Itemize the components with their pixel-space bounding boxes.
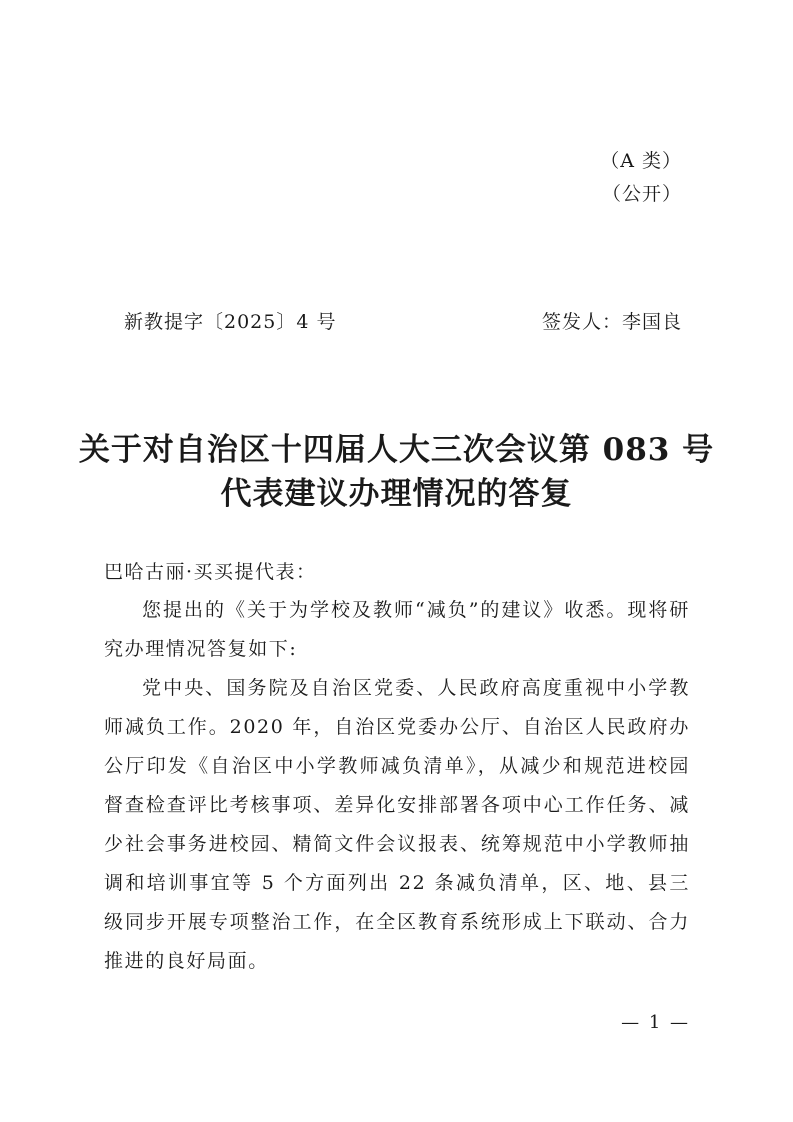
document-number: 新教提字〔2025〕4 号 [124,311,337,333]
classification-open: （公开） [601,183,682,205]
signer: 签发人：李国良 [541,311,682,333]
salutation: 巴哈古丽·买买提代表： [104,561,317,583]
body-paragraph: 党中央、国务院及自治区党委、人民政府高度重视中小学教师减负工作。2020 年，自治区党委办公厅、自治区人民政府办公厅印发《自治区中小学教师减负清单》，从减少和规范进校园督查检查评比考核事项、差异化安排部署各项中心工作任务、减少社会事务进校园、精简文件会议报表、统筹规范中小学教师抽调和培训事宜等 5 个方面列出 22 条减负清单，区、地、县三级同步开展专项整治工作，在全区教育系统形成上下联动、合力推进的良好局面。 [104,677,690,972]
classification-type: （A 类） [600,150,682,172]
document-body [104,591,690,981]
body-paragraph: 您提出的《关于为学校及教师“减负”的建议》收悉。现将研究办理情况答复如下: [104,599,690,660]
page-number: — 1 — [621,1012,690,1033]
document-title-line-1: 关于对自治区十四届人大三次会议第 083 号 [78,432,715,468]
document-title-line-2: 代表建议办理情况的答复 [220,476,573,512]
